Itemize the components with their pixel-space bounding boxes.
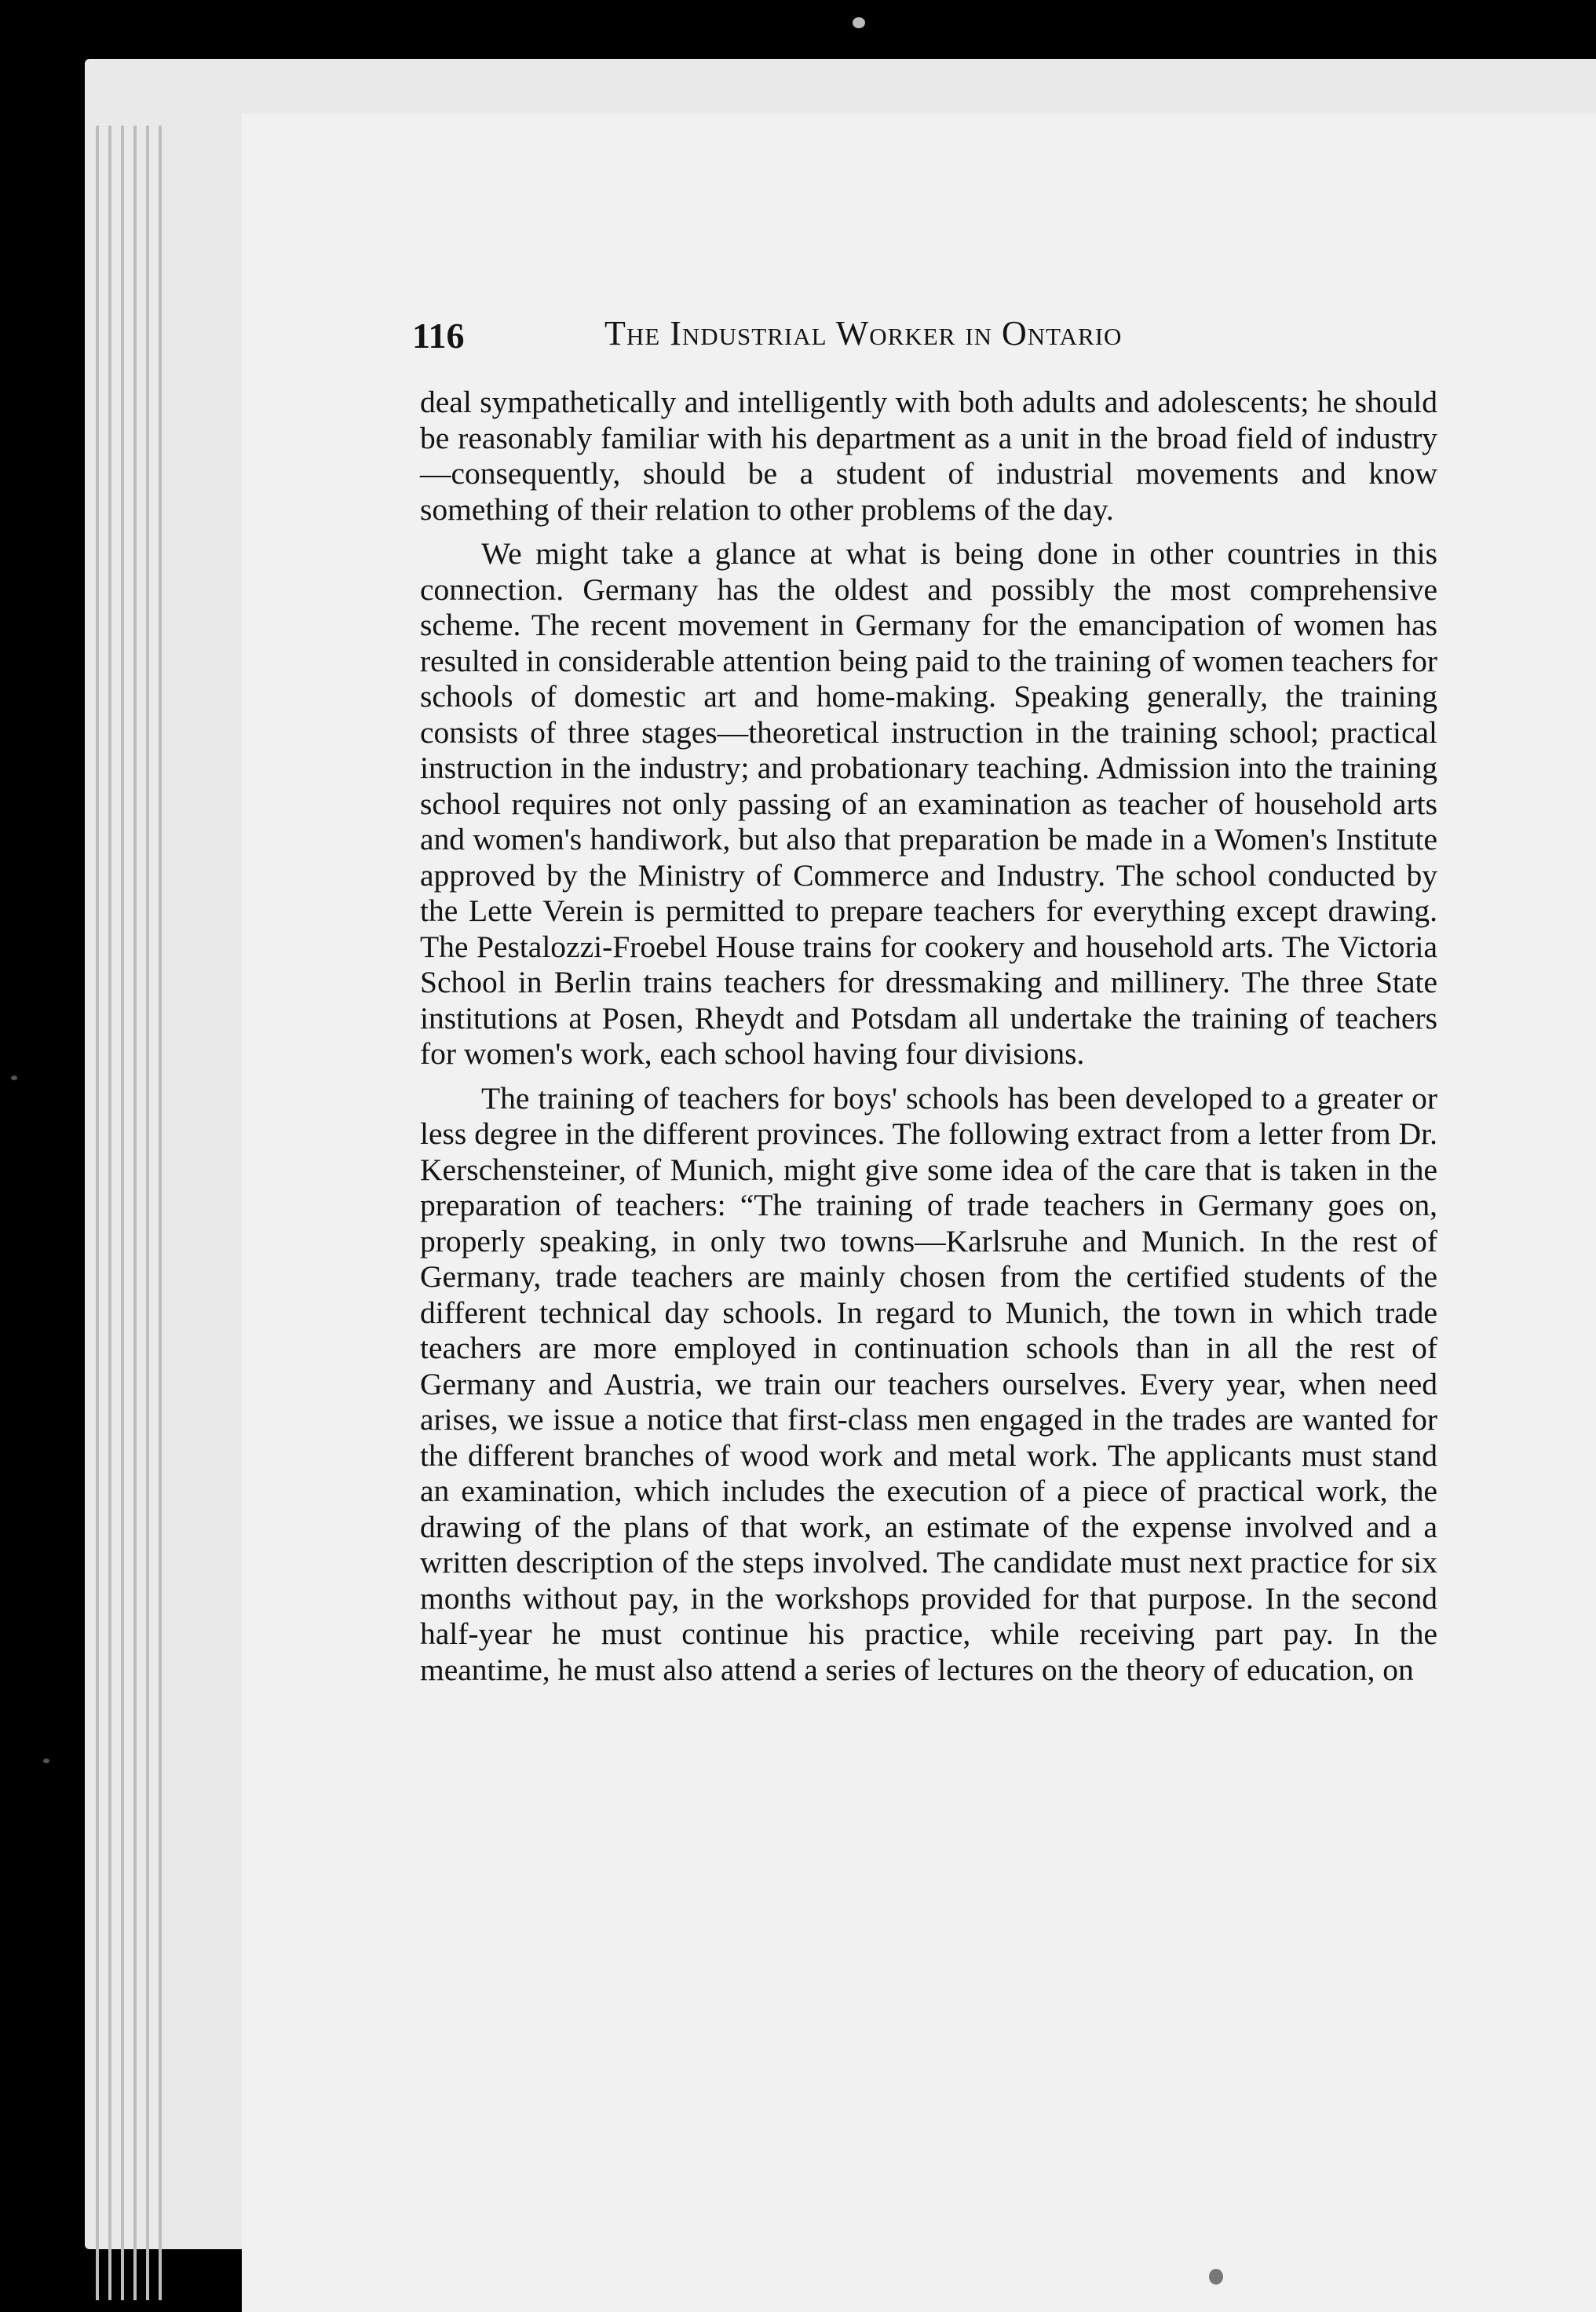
page-edge (146, 126, 149, 2300)
page-edge (133, 126, 137, 2300)
running-head: The Industrial Worker in Ontario (604, 314, 1123, 352)
page-edge (108, 126, 111, 2300)
paragraph: The training of teachers for boys' schools has been developed to a greater or less degree in the different provinces. The following extract from a letter from Dr. Kerschensteiner, of Munich, might give some idea of the care that is taken in the preparation of teachers: “The training of trade teachers in Germany goes on, properly speaking, in only two towns—Karlsruhe and Munich. In the rest of Germany, trade teachers are mainly chosen from the certified students of the different technical day schools. In regard to Munich, the town in which trade teachers are more employed in continuation schools than in all the rest of Germany and Austria, we train our teachers ourselves. Every year, when need arises, we issue a notice that first-class men engaged in the trades are wanted for the different branches of wood work and metal work. The applicants must stand an examination, which includes the execution of a piece of practical work, the drawing of the plans of that work, an estimate of the expense involved and a written description of the steps involved. The candidate must next practice for six months without pay, in the workshops provided for that purpose. In the second half-year he must continue his practice, while receiving part pay. In the meantime, he must also attend a series of lectures on the theory of education, on (420, 1080, 1437, 1687)
paragraph: We might take a glance at what is being done in other countries in this connection. Germany has the oldest and possibly the most comprehensive scheme. The recent movement in Germany for the emancipation of women has resulted in considerable attention being paid to the training of women teachers for schools of domestic art and home-making. Speaking generally, the training consists of three stages—theoretical instruction in the training school; practical instruction in the industry; and probationary teaching. Admission into the training school requires not only passing of an examination as teacher of household arts and women's handiwork, but also that preparation be made in a Women's Institute approved by the Ministry of Commerce and Industry. The school conducted by the Lette Verein is permitted to prepare teachers for everything except drawing. The Pestalozzi-Froebel House trains for cookery and household arts. The Victoria School in Berlin trains teachers for dressmaking and millinery. The three State institutions at Posen, Rheydt and Potsdam all undertake the training of teachers for women's work, each school having four divisions. (420, 536, 1437, 1071)
dust-speck (853, 17, 865, 28)
dust-speck (11, 1076, 17, 1080)
page-number: 116 (412, 316, 465, 356)
dust-speck (1209, 2269, 1223, 2285)
paragraph: deal sympathetically and intelligently with both adults and adolescents; he should be reasonably familiar with his department as a unit in the broad field of industry—consequently, should be a student of industrial movements and know something of their relation to other problems of the day. (420, 385, 1437, 527)
page-edge (121, 126, 124, 2300)
page-edge (96, 126, 99, 2300)
page-header (412, 310, 1441, 365)
page-edge (159, 126, 162, 2300)
dust-speck (43, 1759, 49, 1763)
body-text (420, 385, 1437, 1697)
